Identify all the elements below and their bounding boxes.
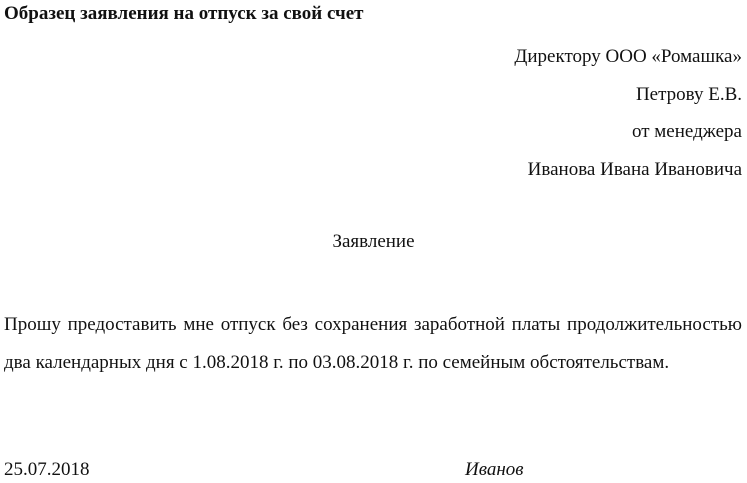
document-title: Образец заявления на отпуск за свой счет	[4, 3, 364, 24]
application-heading: Заявление	[332, 231, 415, 252]
application-date: 25.07.2018	[4, 459, 90, 480]
recipient-line-name: Петрову Е.В.	[635, 83, 742, 105]
recipient-line-director: Директору ООО «Ромашка»	[514, 46, 742, 67]
sender-line-position: от менеджера	[631, 121, 742, 142]
recipient-block	[322, 38, 742, 188]
signature: Иванов	[465, 459, 524, 480]
application-body: Прошу предоставить мне отпуск без сохранения заработной платы продолжительностью два календарных дня с 1.08.2018 г. по 03.08.2018 г. по семейным обстоятельствам.	[4, 314, 742, 373]
sender-line-name: Иванова Ивана Ивановича	[527, 158, 742, 180]
